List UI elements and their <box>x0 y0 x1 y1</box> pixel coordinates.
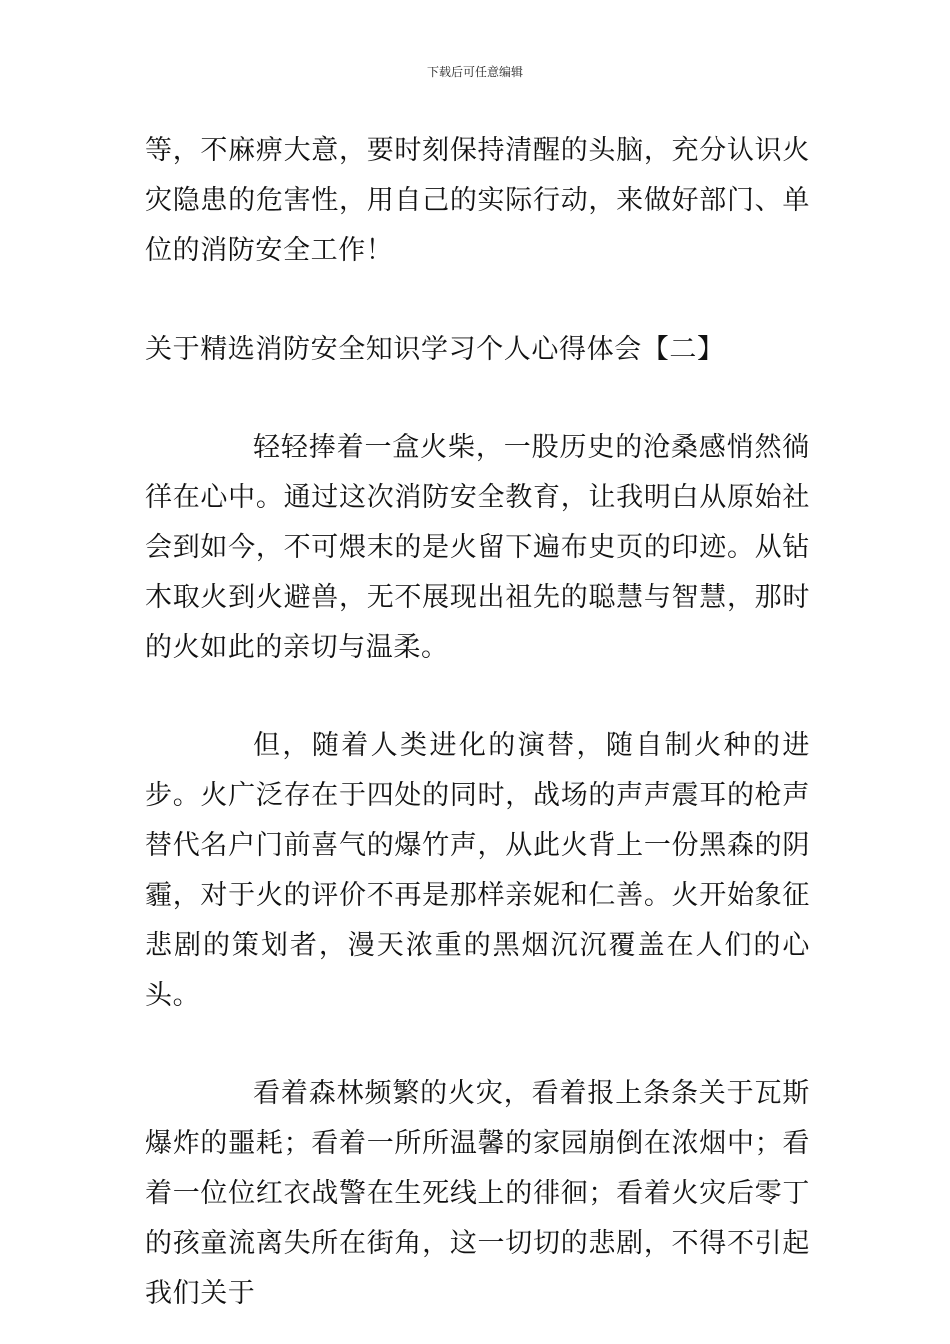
body-paragraph-1: 轻轻捧着一盒火柴，一股历史的沧桑感悄然徜徉在心中。通过这次消防安全教育，让我明白从原始社会到如今，不可煨末的是火留下遍布史页的印迹。从钻木取火到火避兽，无不展现出祖先的聪慧与智慧，那时的火如此的亲切与温柔。 <box>145 432 810 663</box>
body-paragraph-2: 但，随着人类进化的演替，随自制火种的进步。火广泛存在于四处的同时，战场的声声震耳的枪声替代名户门前喜气的爆竹声，从此火背上一份黑森的阴霾，对于火的评价不再是那样亲妮和仁善。火开始象征悲剧的策划者，漫天浓重的黑烟沉沉覆盖在人们的心头。 <box>145 730 810 1011</box>
document-body <box>145 126 810 1319</box>
section-title: 关于精选消防安全知识学习个人心得体会【二】 <box>145 334 725 365</box>
header-note: 下载后可任意编辑 <box>426 65 523 79</box>
intro-paragraph: 等，不麻痹大意，要时刻保持清醒的头脑，充分认识火灾隐患的危害性，用自己的实际行动，来做好部门、单位的消防安全工作！ <box>145 135 810 266</box>
body-paragraph-3: 看着森林频繁的火灾，看着报上条条关于瓦斯爆炸的噩耗；看着一所所温馨的家园崩倒在浓烟中；看着一位位红衣战警在生死线上的徘徊；看着火灾后零丁的孩童流离失所在街角，这一切切的悲剧，不得不引起我们关于 <box>145 1078 810 1309</box>
